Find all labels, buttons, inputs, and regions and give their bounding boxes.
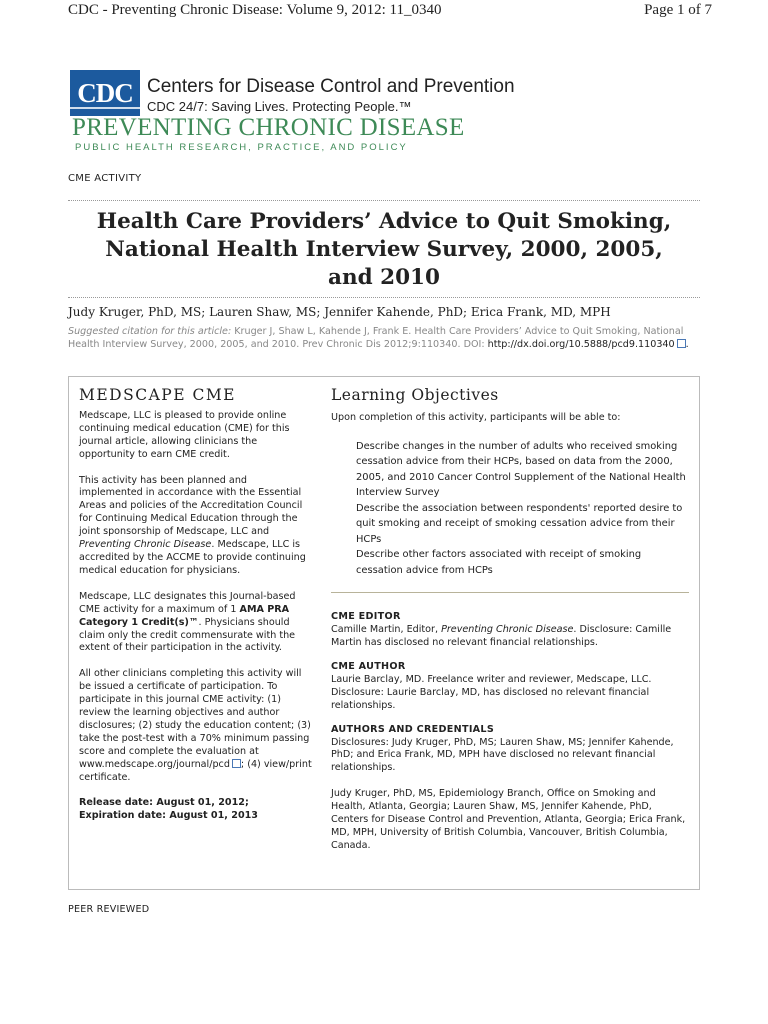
authors-disclosures: Disclosures: Judy Kruger, PhD, MS; Lauren Shaw, MS; Jennifer Kahende, PhD; and Erica Frank, MD, MPH have disclosed no relevant financial relationships. [331, 736, 674, 774]
authors-credentials-section [331, 724, 691, 853]
cme-author-title: CME AUTHOR [331, 661, 406, 673]
org-tagline: CDC 24/7: Saving Lives. Protecting People.™ [147, 99, 412, 114]
expiration-date [79, 810, 313, 823]
medscape-accreditation [79, 475, 313, 578]
cme-author-section [331, 661, 691, 713]
divider-title [68, 297, 700, 298]
cme-editor-section [331, 611, 691, 650]
credit-designation: AMA PRA Category 1 Credit(s)™ [79, 603, 290, 628]
objectives-intro: Upon completion of this activity, participants will be able to: [331, 411, 621, 423]
print-header [68, 2, 712, 20]
article-title: Health Care Providers’ Advice to Quit Smoking, National Health Interview Survey, 2000, 2005, and 2010 [96, 209, 672, 290]
org-name: Centers for Disease Control and Prevention [147, 76, 515, 97]
medscape-heading: MEDSCAPE CME [79, 386, 237, 404]
participation-text: All other clinicians completing this activity will be issued a certificate of participation. To participate in this journal CME activity: (1) review the learning objectives and author disclosures; (2) study the education content; (3) take the post-test with a 70% minimum passing score and complete the evaluation at [79, 668, 311, 757]
cme-author-text: Laurie Barclay, MD. Freelance writer and reviewer, Medscape, LLC. Disclosure: Laurie Barclay, MD, has disclosed no relevant financial relationships. [331, 673, 652, 711]
cme-editor-text [331, 624, 691, 650]
cme-editor-text-b: . Disclosure: Camille Martin has disclosed no relevant financial relationships. [331, 624, 672, 649]
objectives-heading: Learning Objectives [331, 386, 499, 404]
citation-label: Suggested citation for this article: [68, 326, 232, 337]
divider-top [68, 200, 700, 201]
citation-text: Kruger J, Shaw L, Kahende J, Frank E. Health Care Providers’ Advice to Quit Smoking, National Health Interview Survey, 2000, 2005, and 2010. Prev Chronic Dis 2012;9:110340. DOI: [68, 326, 684, 350]
masthead[interactable] [70, 70, 530, 156]
medscape-participation [79, 668, 313, 784]
article-authors: Judy Kruger, PhD, MS; Lauren Shaw, MS; Jennifer Kahende, PhD; Erica Frank, MD, MPH [68, 305, 611, 319]
external-link-icon[interactable] [677, 339, 686, 348]
release-date-text: Release date: August 01, 2012; [79, 797, 249, 809]
objective-item: Describe the association between respondents' reported desire to quit smoking and receipt of smoking cessation advice from their HCPs [356, 502, 683, 545]
medscape-intro: Medscape, LLC is pleased to provide online continuing medical education (CME) for this journal article, allowing clinicians the opportunity to earn CME credit. [79, 409, 290, 460]
medscape-credit [79, 591, 313, 656]
expiration-date-text: Expiration date: August 01, 2013 [79, 810, 258, 822]
journal-name: PREVENTING CHRONIC DISEASE [72, 114, 465, 141]
print-header-title: CDC - Preventing Chronic Disease: Volume 9, 2012: 11_0340 [68, 2, 442, 18]
release-date [79, 797, 313, 810]
accreditation-text-a: This activity has been planned and implemented in accordance with the Essential Areas and policies of the Accreditation Council for Continuing Medical Education through the joint sponsorship of Medscape, LLC and [79, 474, 303, 538]
participation-tail: ; (4) view/print certificate. [79, 758, 312, 783]
cme-editor-text-a: Camille Martin, Editor, [331, 624, 442, 636]
page-number: Page 1 of 7 [644, 2, 712, 18]
citation [68, 325, 704, 351]
journal-ref: Preventing Chronic Disease [79, 539, 212, 551]
objectives-divider [331, 592, 689, 593]
cme-box [68, 376, 700, 890]
credit-text-a: Medscape, LLC designates this Journal-based CME activity for a maximum of 1 [79, 590, 296, 615]
external-link-icon[interactable] [232, 759, 241, 768]
authors-credentials-title: AUTHORS AND CREDENTIALS [331, 723, 495, 735]
section-label: CME ACTIVITY [68, 173, 142, 184]
authors-affiliations: Judy Kruger, PhD, MS, Epidemiology Branch, Office on Smoking and Health, Atlanta, Georgia; Lauren Shaw, MS, Jennifer Kahende, PhD, Centers for Disease Control and Prevention, Atlanta, Georgia; Erica Frank, MD, MPH, University of British Columbia, Vancouver, British Columbia, Canada. [331, 788, 686, 851]
objective-item: Describe other factors associated with receipt of smoking cessation advice from HCPs [356, 549, 642, 576]
peer-reviewed-label: PEER REVIEWED [68, 904, 150, 915]
objective-item: Describe changes in the number of adults who received smoking cessation advice from their HCPs, based on data from the 2000, 2005, and 2010 Cancer Control Supplement of the National Health Interview Survey [356, 440, 686, 499]
doi-suffix: . [685, 339, 689, 350]
objectives-column [331, 386, 691, 866]
journal-subtitle: PUBLIC HEALTH RESEARCH, PRACTICE, AND POLICY [75, 142, 408, 153]
cdc-logo[interactable]: CDC [70, 70, 140, 116]
medscape-column [79, 386, 313, 823]
doi-link[interactable]: http://dx.doi.org/10.5888/pcd9.110340 [487, 339, 675, 350]
objectives-list [331, 439, 691, 579]
cme-editor-journal: Preventing Chronic Disease [441, 624, 574, 636]
accreditation-text-b: . Medscape, LLC is accredited by the ACCME to provide continuing medical education for physicians. [79, 539, 306, 576]
cme-editor-title: CME EDITOR [331, 611, 401, 623]
medscape-link[interactable]: www.medscape.org/journal/pcd [79, 758, 230, 770]
credit-text-b: . Physicians should claim only the credit commensurate with the extent of their participation in the activity. [79, 616, 296, 654]
